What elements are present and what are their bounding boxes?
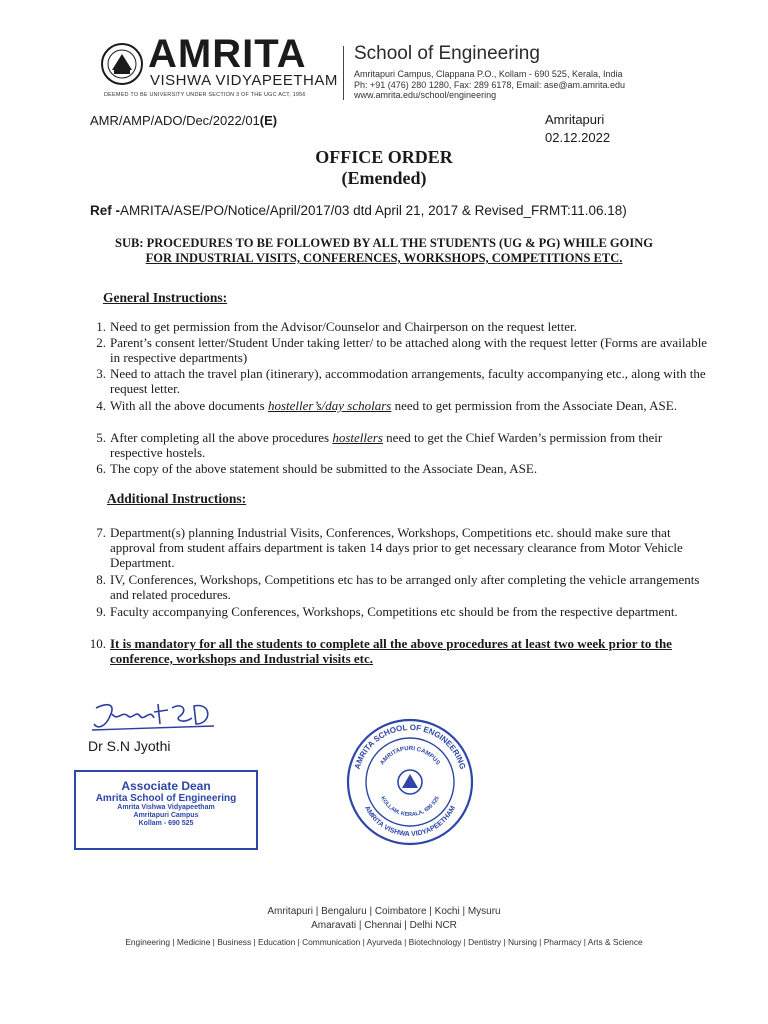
list-item: 7. Department(s) planning Industrial Visits, Conferences, Workshops, Competitions etc. should make sure that approval from student affairs department is taken 14 days prior to get necessary clearance from Motor Vehicle Department. (96, 525, 683, 570)
seal-inner-bottom: KOLLAM, KERALA, 690 525 (379, 795, 441, 818)
ref-suffix: (E) (259, 113, 278, 128)
list-item: 4. With all the above documents hosteller’s/day scholars need to get permission from the Associate Dean, ASE. (96, 398, 677, 413)
university-emblem-icon (100, 42, 144, 86)
list-item: 8. IV, Conferences, Workshops, Competitions etc has to be arranged only after completing the vehicle arrangements and related procedures. (96, 572, 700, 602)
list-item: 2. Parent’s consent letter/Student Under taking letter/ to be attached along with the request letter (Forms are available in respective departments) (96, 335, 708, 365)
stamp-university: Amrita Vishwa Vidyapeetham (117, 804, 215, 811)
reference-line (90, 202, 627, 219)
school-seal-stamp (344, 716, 476, 848)
reference-key: Ref - (90, 203, 120, 218)
list-item: 6. The copy of the above statement should be submitted to the Associate Dean, ASE. (96, 461, 538, 476)
stamp-campus: Amritapuri Campus (133, 812, 199, 819)
footer-campuses-line-2: Amaravati | Chennai | Delhi NCR (311, 920, 457, 931)
document-subtitle: (Emended) (341, 168, 427, 188)
deemed-university-note: DEEMED TO BE UNIVERSITY UNDER SECTION 3 OF THE UGC ACT, 1956 (104, 92, 306, 98)
school-address: Amritapuri Campus, Clappana P.O., Kollam - 690 525, Kerala, India (354, 69, 623, 79)
brand-subtitle: VISHWA VIDYAPEETHAM (150, 72, 338, 89)
school-contact: Ph: +91 (476) 280 1280, Fax: 289 6178, Email: ase@am.amrita.edu (354, 80, 626, 90)
header-divider (343, 46, 344, 100)
handwritten-signature (88, 696, 218, 736)
order-date: 02.12.2022 (545, 130, 611, 145)
list-item: 3. Need to attach the travel plan (itinerary), accommodation arrangements, faculty accompanying etc., along with the request letter. (96, 366, 706, 396)
school-website: www.amrita.edu/school/engineering (354, 90, 497, 100)
list-item: 1. Need to get permission from the Advisor/Counselor and Chairperson on the request letter. (96, 319, 577, 334)
reference-text: AMRITA/ASE/PO/Notice/April/2017/03 dtd April 21, 2017 & Revised_FRMT:11.06.18) (120, 203, 627, 218)
stamp-school: Amrita School of Engineering (95, 793, 237, 804)
seal-outer-bottom: AMRITA VISHWA VIDYAPEETHAM (362, 804, 458, 839)
additional-instructions-heading: Additional Instructions: (107, 491, 247, 506)
seal-inner-top: AMRITAPURI CAMPUS (379, 745, 441, 767)
signatory-name: Dr S.N Jyothi (88, 738, 171, 754)
list-item: 9. Faculty accompanying Conferences, Workshops, Competitions etc should be from the respective department. (96, 604, 678, 619)
svg-text:KOLLAM, KERALA, 690 525 (379, 796, 441, 818)
seal-outer-top: AMRITA SCHOOL OF ENGINEERING (352, 722, 468, 771)
associate-dean-stamp (74, 770, 258, 850)
document-title: OFFICE ORDER (315, 147, 453, 167)
order-place: Amritapuri (545, 112, 605, 127)
svg-text:AMRITAPURI CAMPUS (379, 746, 440, 766)
list-item: 5. After completing all the above procedures hostellers need to get the Chief Warden’s permission from their respective hostels. (96, 430, 663, 460)
subject-line-1: SUB: PROCEDURES TO BE FOLLOWED BY ALL THE STUDENTS (UG & PG) WHILE GOING (115, 236, 653, 250)
svg-text:AMRITA VISHWA VIDYAPEETHAM (363, 805, 457, 838)
school-name: School of Engineering (354, 43, 540, 64)
general-instructions-heading: General Instructions: (103, 290, 228, 305)
stamp-city: Kollam - 690 525 (138, 820, 194, 827)
footer-campuses-line-1: Amritapuri | Bengaluru | Coimbatore | Kochi | Mysuru (267, 906, 501, 917)
footer-disciplines: Engineering | Medicine | Business | Education | Communication | Ayurveda | Biotechnology | Dentistry | Nursing | Pharmacy | Arts & Science (125, 937, 643, 947)
order-reference-number: AMR/AMP/ADO/Dec/2022/01(E) (90, 113, 278, 128)
brand-name: AMRITA (148, 32, 307, 76)
list-item-emphasis: 10. It is mandatory for all the students to complete all the above procedures at least two week prior to the conference, workshops and Industrial visits etc. (89, 636, 672, 666)
subject-line-2: FOR INDUSTRIAL VISITS, CONFERENCES, WORKSHOPS, COMPETITIONS ETC. (145, 251, 623, 265)
stamp-title: Associate Dean (121, 779, 211, 793)
